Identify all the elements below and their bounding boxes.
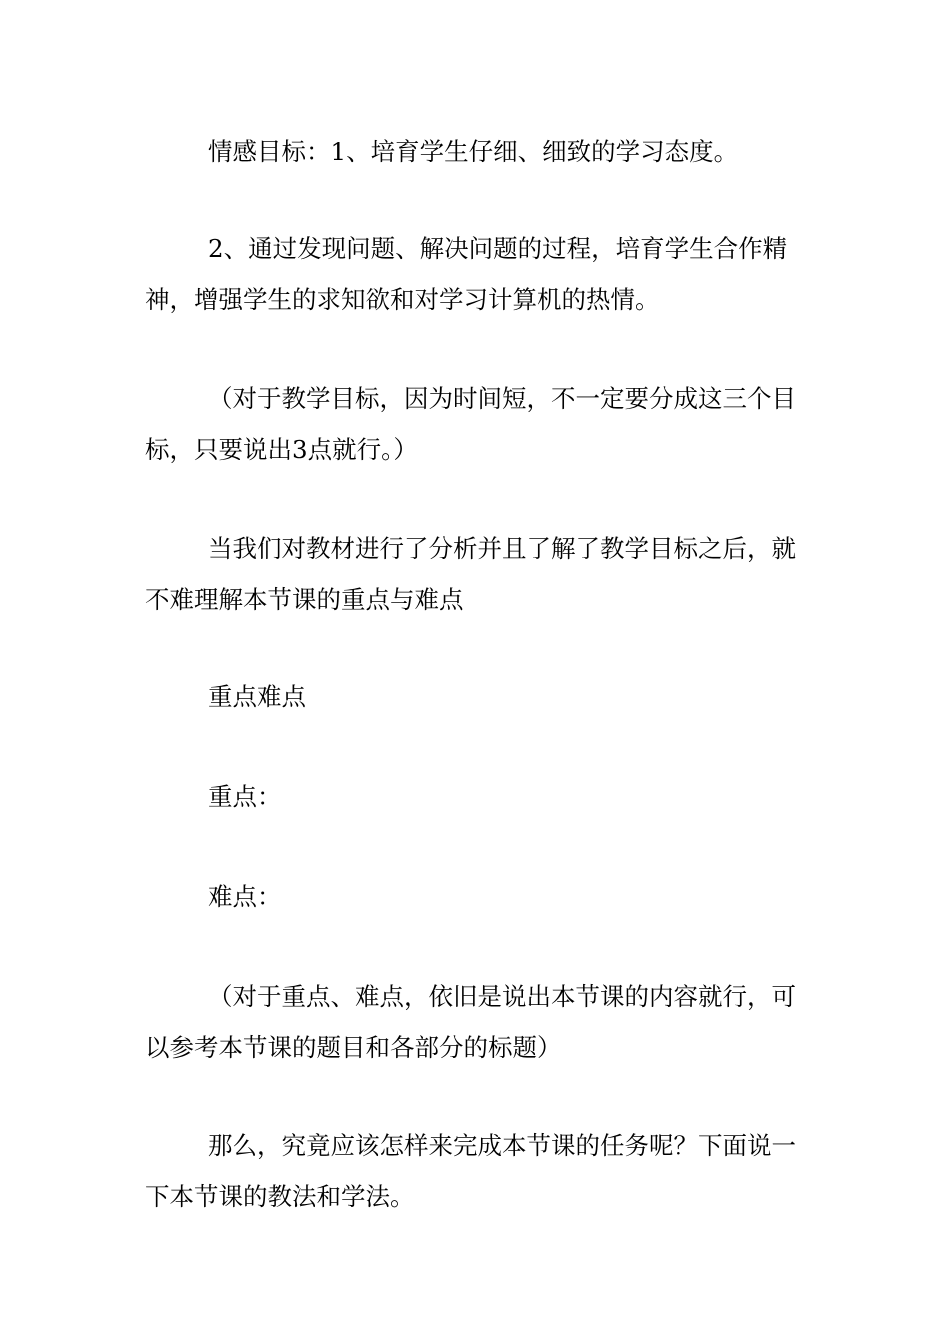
paragraph-transition: 当我们对教材进行了分析并且了解了教学目标之后，就不难理解本节课的重点与难点 [145,534,796,614]
paragraph-emotional-goal-2: 2、通过发现问题、解决问题的过程，培育学生合作精神，增强学生的求知欲和对学习计算机的热情。 [145,234,788,314]
paragraph-methods-intro: 那么，究竟应该怎样来完成本节课的任务呢？下面说一下本节课的教法和学法。 [145,1131,796,1211]
label-key-point: 重点： [208,782,282,811]
heading-key-difficult-points: 重点难点 [208,682,306,711]
paragraph-key-points-note: （对于重点、难点，依旧是说出本节课的内容就行，可以参考本节课的题目和各部分的标题） [145,982,796,1062]
paragraph-goal-note: （对于教学目标，因为时间短，不一定要分成这三个目标，只要说出3点就行。） [145,384,796,464]
paragraph-emotional-goal-1: 情感目标：1、培育学生仔细、细致的学习态度。 [208,137,739,166]
label-difficult-point: 难点： [208,882,282,911]
